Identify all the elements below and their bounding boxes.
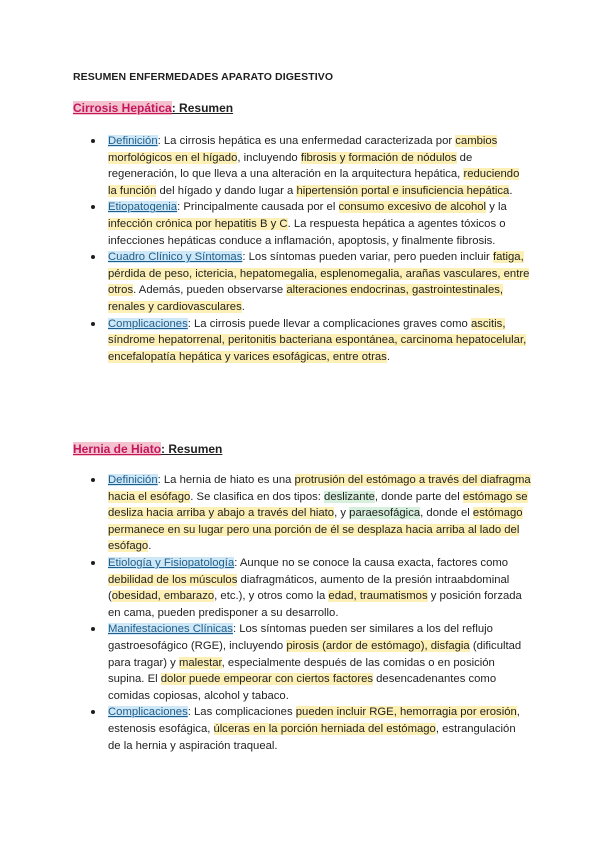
bullet-dot-icon <box>91 205 95 209</box>
bullet-text: , estrangulación de la hernia y aspiración traqueal. <box>108 722 516 752</box>
highlighted-text: estómago se desliza hacia arriba y abajo a través del hiato <box>108 490 528 520</box>
bullet-text: : Las complicaciones <box>187 706 296 719</box>
highlighted-text: protrusión del estómago a través del diafragma hacia el esófago <box>108 474 531 503</box>
bullet-text: : Principalmente causada por el <box>177 201 339 214</box>
bullet-item <box>91 621 531 704</box>
bullet-text: . <box>509 184 513 197</box>
bullet-text: y la <box>486 201 507 214</box>
bullet-item <box>91 199 531 249</box>
bullet-term-link[interactable]: Manifestaciones Clínicas <box>108 623 233 636</box>
bullet-term-link[interactable]: Definición <box>108 135 158 147</box>
highlighted-text: fibrosis y formación de nódulos <box>300 151 457 164</box>
bullet-dot-icon <box>91 478 95 482</box>
highlighted-text: alteraciones endocrinas, gastrointestinales, renales y cardiovasculares <box>108 284 504 313</box>
bullet-text: , incluyendo <box>237 151 301 164</box>
highlighted-text: infección crónica por hepatitis B y C <box>108 217 288 230</box>
section-heading-name: Hernia de Hiato <box>73 442 162 456</box>
highlighted-type-text: deslizante <box>324 490 375 503</box>
bullet-dot-icon <box>91 710 95 714</box>
bullet-text: , y <box>334 507 350 520</box>
bullet-text: : Los síntomas pueden variar, pero pueden incluir <box>242 251 493 264</box>
bullet-text: . <box>241 300 245 313</box>
highlighted-text: hipertensión portal e insuficiencia hepática <box>296 184 510 197</box>
bullet-text: . Además, pueden observarse <box>133 284 287 297</box>
highlighted-text: pueden incluir RGE, hemorragia por erosión <box>295 706 517 719</box>
bullet-item <box>91 704 531 754</box>
bullet-term-link[interactable]: Complicaciones <box>108 706 188 719</box>
section-heading-suffix: : Resumen <box>171 101 234 115</box>
bullet-term-link[interactable]: Etiopatogenia <box>108 201 178 214</box>
bullet-text: , donde parte del <box>374 490 463 503</box>
bullet-text: , estenosis esofágica, <box>108 706 520 735</box>
section-heading-cirrosis <box>73 101 233 115</box>
bullet-text: : Los síntomas pueden ser similares a los del reflujo gastroesofágico (RGE), incluyendo <box>108 623 493 652</box>
bullet-text: y posición forzada en cama, pueden predisponer a su desarrollo. <box>108 590 522 619</box>
bullet-text: de regeneración, lo que lleva a una alteración en la arquitectura hepática, <box>108 151 473 181</box>
bullet-text: , donde el <box>420 507 473 520</box>
highlighted-text: obesidad, embarazo <box>111 590 215 603</box>
bullet-text: . Se clasifica en dos tipos: <box>190 490 325 503</box>
section-heading-suffix: : Resumen <box>161 442 223 456</box>
highlighted-type-text: paraesofágica <box>349 507 421 520</box>
bullet-text: : Aunque no se conoce la causa exacta, factores como <box>234 556 509 569</box>
bullet-text: desencadenantes como comidas copiosas, alcohol y tabaco. <box>108 673 497 702</box>
highlighted-text: úlceras en la porción herniada del estómago <box>213 722 436 735</box>
document-title: RESUMEN ENFERMEDADES APARATO DIGESTIVO <box>73 71 334 83</box>
bullet-text: : La cirrosis puede llevar a complicaciones graves como <box>187 317 471 330</box>
bullet-dot-icon <box>91 255 95 259</box>
bullet-dot-icon <box>91 139 95 143</box>
bullet-dot-icon <box>91 322 95 326</box>
bullet-text: . <box>386 350 390 363</box>
highlighted-text: consumo excesivo de alcohol <box>338 201 487 214</box>
bullet-term-link[interactable]: Cuadro Clínico y Síntomas <box>108 251 243 264</box>
bullet-item <box>91 133 531 199</box>
bullet-text: . La respuesta hepática a agentes tóxicos o infecciones hepáticas conduce a inflamación, apoptosis, y finalmente fibrosis. <box>108 217 506 247</box>
bullet-text: , etc.), y otros como la <box>214 590 329 603</box>
bullet-dot-icon <box>91 627 95 631</box>
bullet-text: : La hernia de hiato es una <box>157 474 295 486</box>
bullet-item <box>91 555 531 621</box>
bullet-text: (dificultad para tragar) y <box>108 639 522 669</box>
section-heading-name: Cirrosis Hepática <box>73 101 172 115</box>
section-bullets-cirrosis <box>91 133 531 365</box>
bullet-item <box>91 316 531 366</box>
bullet-text: del hígado y dando lugar a <box>156 184 297 197</box>
highlighted-text: dolor puede empeorar con ciertos factores <box>160 673 374 686</box>
highlighted-text: estómago permanece en su lugar pero una porción de él se desplaza hacia arriba al lado del esófago <box>108 507 523 553</box>
bullet-text: . <box>148 540 152 553</box>
highlighted-text: pirosis (ardor de estómago), disfagia <box>286 639 470 652</box>
bullet-term-link[interactable]: Definición <box>108 474 158 486</box>
highlighted-text: edad, traumatismos <box>328 590 428 603</box>
bullet-dot-icon <box>91 561 95 565</box>
section-bullets-hernia <box>91 472 531 754</box>
highlighted-text: cambios morfológicos en el hígado <box>108 135 498 164</box>
highlighted-text: ascitis, síndrome hepatorrenal, peritonitis bacteriana espontánea, carcinoma hepatocelular, encefalopatía hepática y varices esofágicas, entre otras <box>108 317 527 363</box>
bullet-text: , especialmente después de las comidas o en posición supina. El <box>108 656 495 686</box>
highlighted-text: reduciendo la función <box>108 168 520 197</box>
bullet-item <box>91 472 531 555</box>
highlighted-text: fatiga, pérdida de peso, ictericia, hepatomegalia, esplenomegalia, arañas vasculares, entre otros <box>108 251 530 297</box>
bullet-item <box>91 249 531 315</box>
bullet-term-link[interactable]: Etiología y Fisiopatología <box>108 556 235 569</box>
bullet-text: : La cirrosis hepática es una enfermedad caracterizada por <box>157 135 456 147</box>
bullet-term-link[interactable]: Complicaciones <box>108 317 188 330</box>
highlighted-text: debilidad de los músculos <box>108 573 238 586</box>
highlighted-text: malestar <box>178 656 222 669</box>
bullet-text: diafragmáticos, aumento de la presión intraabdominal ( <box>108 573 510 603</box>
section-heading-hernia <box>73 442 222 456</box>
